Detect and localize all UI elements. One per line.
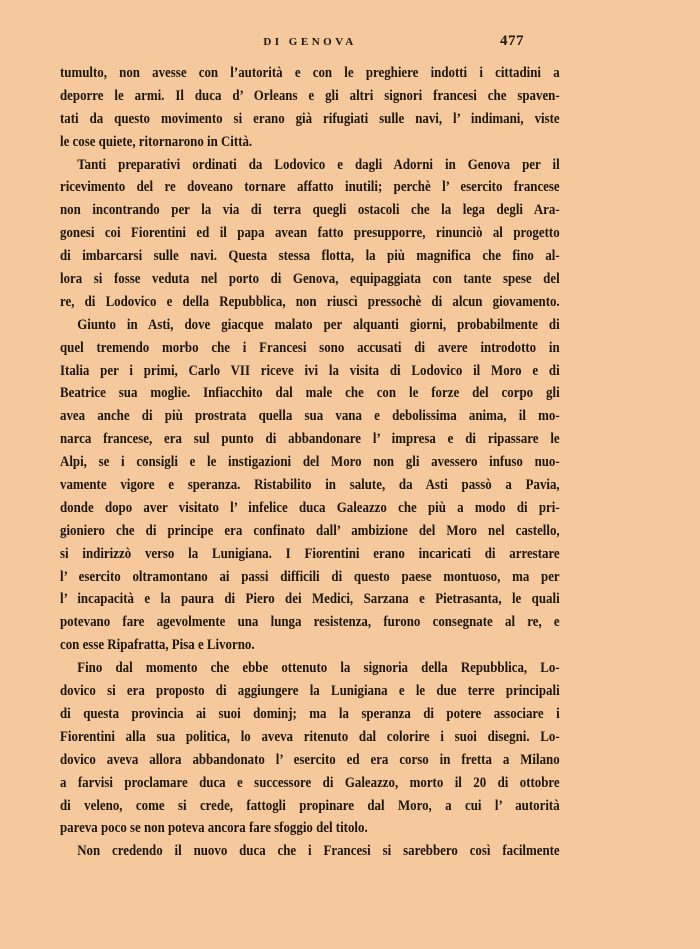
text-line: gonesi coi Fiorentini ed il papa avean fatto presupporre, rinunciò al progetto: [60, 225, 560, 242]
text-line: vamente vigore e speranza. Ristabilito in salute, da Asti passò a Pavia,: [60, 477, 560, 494]
text-line: Non credendo il nuovo duca che i Francesi si sarebbero così facilmente: [77, 843, 560, 860]
text-line: dovico aveva allora abbandonato l’ esercito ed era corso in fretta a Milano: [60, 751, 560, 768]
text-line: ricevimento del re doveano tornare affatto inutili; perchè l’ esercito francese: [60, 179, 560, 196]
text-line: Italia per i primi, Carlo VII riceve ivi la visita di Lodovico il Moro e di: [60, 362, 560, 379]
text-line: avea anche di più prostrata quella sua vana e debolissima anima, il mo-: [60, 408, 560, 425]
text-line: tumulto, non avesse con l’autorità e con le preghiere indotti i cittadini a: [60, 65, 560, 81]
text-line: gioniero che di principe era confinato dall’ ambizione del Moro nel castello,: [60, 522, 560, 539]
text-line: quel tremendo morbo che i Francesi sono accusati di avere introdotto in: [60, 339, 560, 356]
text-line: lora si fosse veduta nel porto di Genova, equipaggiata con tante spese del: [60, 271, 560, 288]
text-line: narca francese, era sul punto di abbandonare l’ impresa e di ripassare le: [60, 431, 560, 448]
running-title: DI GENOVA: [263, 36, 357, 48]
text-line: Tanti preparativi ordinati da Lodovico e dagli Adorni in Genova per il: [77, 156, 560, 173]
text-line: Fiorentini alla sua politica, lo aveva ritenuto dal colorire i suoi disegni. Lo-: [60, 728, 560, 745]
text-line: Beatrice sua moglie. Infiacchito dal male che con le forze del corpo gli: [60, 385, 560, 402]
text-line: deporre le armi. Il duca d’ Orleans e gli altri signori francesi che spaven-: [60, 87, 560, 104]
page-number: 477: [500, 33, 524, 49]
text-line: Giunto in Asti, dove giacque malato per alquanti giorni, probabilmente di: [77, 316, 560, 333]
text-line: l’ esercito oltramontano ai passi difficili di questo paese montuoso, ma per: [60, 568, 560, 585]
body-text: [60, 62, 560, 863]
text-line: dovico si era proposto di aggiungere la Lunigiana e le due terre principali: [60, 683, 560, 700]
text-line: di imbarcarsi sulle navi. Questa stessa flotta, la più magnifica che fino al-: [60, 248, 560, 265]
text-line: con esse Ripafratta, Pisa e Livorno.: [60, 637, 255, 654]
text-line: Alpi, se i consigli e le instigazioni del Moro non gli avessero infuso nuo-: [60, 454, 560, 471]
text-line: l’ incapacità e la paura di Piero dei Medici, Sarzana e Pietrasanta, le quali: [60, 591, 560, 608]
text-line: si indirizzò verso la Lunigiana. I Fiorentini erano incaricati di arrestare: [60, 545, 560, 562]
running-header: [0, 33, 700, 56]
text-line: donde dopo aver visitato l’ infelice duca Galeazzo che più a modo di pri-: [60, 499, 560, 516]
text-line: a farvisi proclamare duca e successore di Galeazzo, morto il 20 di ottobre: [60, 774, 560, 791]
text-line: tati da questo movimento si erano già rifugiati sulle navi, l’ indimani, viste: [60, 110, 560, 127]
text-line: Fino dal momento che ebbe ottenuto la signoria della Repubblica, Lo-: [77, 660, 560, 677]
text-line: non incontrando per la via di terra quegli ostacoli che la lega degli Ara-: [60, 202, 560, 219]
text-line: le cose quiete, ritornarono in Città.: [60, 133, 253, 150]
text-line: potevano fare agevolmente una lunga resistenza, furono consegnate al re, e: [60, 614, 560, 631]
text-line: di questa provincia ai suoi dominj; ma la speranza di potere associare i: [60, 705, 560, 722]
text-line: di veleno, come si crede, fattogli propinare dal Moro, a cui l’ autorità: [60, 797, 560, 814]
text-line: pareva poco se non poteva ancora fare sfoggio del titolo.: [60, 820, 368, 837]
text-line: re, di Lodovico e della Repubblica, non riuscì pressochè di alcun giovamento.: [60, 293, 560, 310]
